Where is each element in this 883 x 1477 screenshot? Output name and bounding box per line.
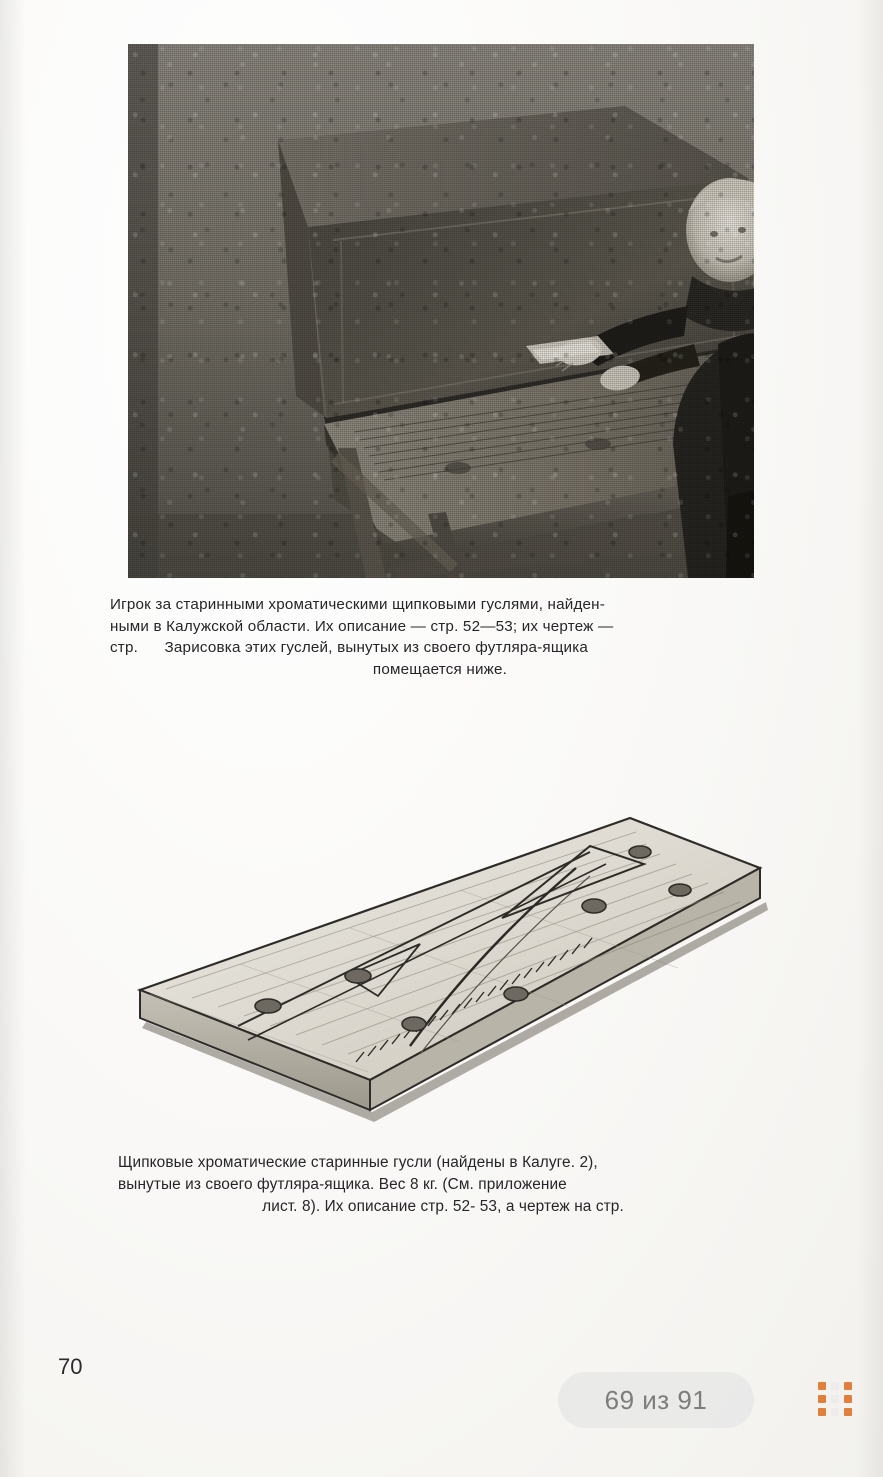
page-edge-shadow-left <box>0 0 26 1477</box>
photo-caption <box>110 594 770 680</box>
photo-caption-line-1: Игрок за старинными хроматическими щипковыми гуслями, найден- <box>110 596 606 613</box>
photo-speckle-overlay <box>128 44 754 578</box>
drawing-caption-line-3: лист. 8). Их описание стр. 52- 53, а чертеж на стр. <box>262 1197 624 1215</box>
photo-caption-line-2: ными в Калужской области. Их описание — стр. 52—53; их чертеж — <box>110 617 614 635</box>
drawing-caption-line-2: вынутые из своего футляра-ящика. Вес 8 кг. (См. приложение <box>118 1175 567 1193</box>
photo-caption-line-3: стр. Зарисовка этих гуслей, вынутых из своего футляра-ящика <box>110 639 589 657</box>
drawing-gusli-instrument <box>120 790 780 1150</box>
page-edge-shadow-right <box>857 0 883 1477</box>
photograph-player-gusli <box>128 44 754 578</box>
grid-dots-icon[interactable] <box>818 1382 856 1420</box>
photo-caption-line-4: помещается ниже. <box>372 660 508 678</box>
drawing-caption-line-1: Щипковые хроматические старинные гусли (найдены в Калуге. 2), <box>118 1154 598 1171</box>
drawing-illustration <box>120 790 780 1150</box>
drawing-caption <box>118 1152 768 1218</box>
page-number: 70 <box>58 1354 83 1379</box>
page-indicator-pill[interactable]: 69 из 91 <box>558 1372 754 1428</box>
